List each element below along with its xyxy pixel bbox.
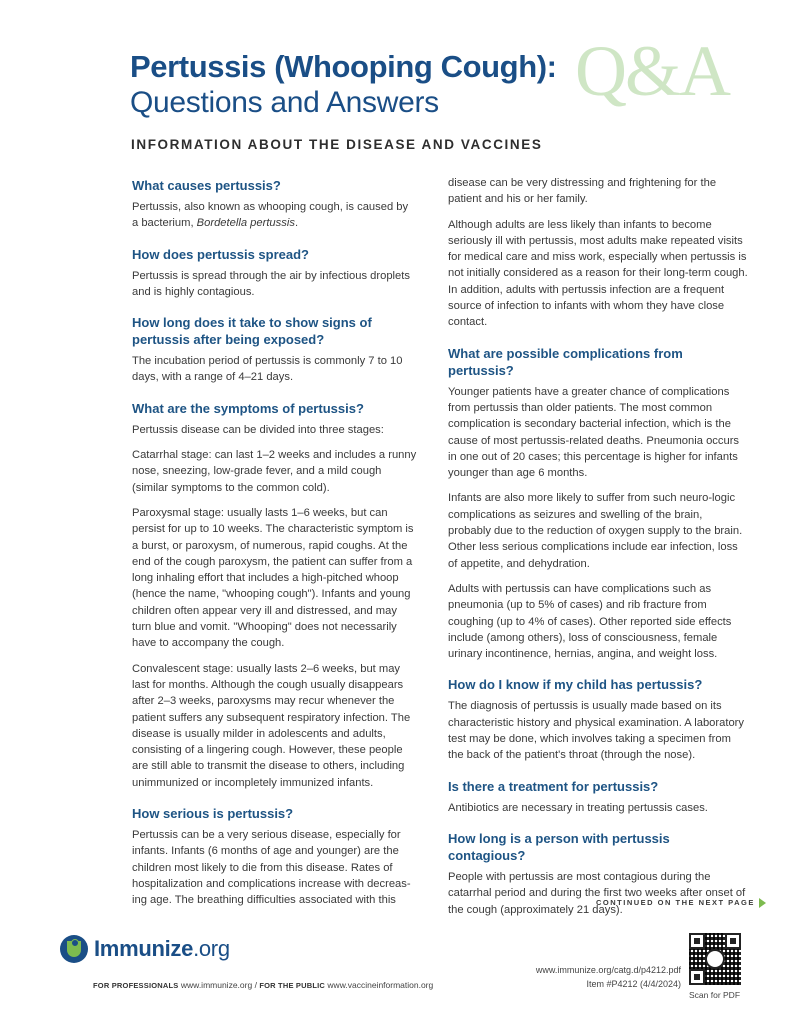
page-subtitle-title: Questions and Answers — [130, 86, 439, 119]
qa-how-serious — [132, 805, 417, 908]
qa-complications — [448, 345, 748, 663]
qa-how-spread — [132, 246, 417, 301]
bacterium-name: Bordetella pertussis — [196, 217, 295, 230]
question-heading: How do I know if my child has pertussis? — [448, 677, 703, 693]
continued-label: CONTINUED ON THE NEXT PAGE — [596, 898, 755, 907]
answer-text: Although adults are less likely than infants to become seriously ill with pertussis, most adults make repeated visits for medical care and miss work, especially when pertussis is not initially considered as a reason for their long-term cough. In addition, adults with pertussis infection are a frequent source of infection to infants with whom they have close contact. — [448, 218, 748, 329]
logo-name: Immunize — [94, 936, 194, 961]
item-number: Item #P4212 (4/4/2024) — [586, 979, 681, 989]
logo-suffix: .org — [193, 936, 230, 961]
question-heading: What are the symptoms of pertussis? — [132, 400, 364, 416]
qr-code-icon[interactable] — [689, 933, 741, 985]
convalescent-stage-text: Convalescent stage: usually lasts 2–6 weeks, but may last for months. Although the cough usually disappears after 2–3 weeks, paroxysms may recur whenever the patient suffers any subsequent respiratory infection. The disease is usually milder in adolescents and adults, consisting of a lingering cough. However, these people are still able to transmit the disease to others, including unimmunized or incompletely immunized infants. — [132, 662, 411, 789]
right-column — [448, 175, 748, 932]
question-heading: Is there a treatment for pertussis? — [448, 778, 659, 794]
qa-treatment — [448, 778, 748, 816]
separator: / — [254, 980, 257, 990]
qa-diagnosis — [448, 676, 748, 763]
pdf-link[interactable]: www.immunize.org/catg.d/p4212.pdf — [535, 965, 681, 975]
qr-label: Scan for PDF — [689, 990, 741, 1000]
answer-text: The incubation period of pertussis is commonly 7 to 10 days, with a range of 4–21 days. — [132, 355, 403, 384]
answer-text: Pertussis disease can be divided into three stages: — [132, 423, 384, 436]
qa-symptoms — [132, 400, 417, 791]
answer-text: People with pertussis are most contagious during the catarrhal period and during the first two weeks after onset of the cough (approximately 21 days). — [448, 870, 746, 916]
qa-what-causes — [132, 177, 417, 232]
public-link[interactable]: www.vaccineinformation.org — [327, 980, 434, 990]
section-subtitle: INFORMATION ABOUT THE DISEASE AND VACCINES — [131, 137, 543, 152]
qa-incubation — [132, 314, 417, 386]
qa-watermark: Q&A — [575, 31, 729, 111]
question-heading: How long does it take to show signs of pertussis after being exposed? — [132, 315, 372, 348]
catarrhal-stage-text: Catarrhal stage: can last 1–2 weeks and includes a runny nose, sneezing, low-grade fever, and a mild cough (similar symptoms to the common cold). — [132, 449, 417, 494]
continued-notice — [596, 898, 766, 908]
immunize-logo[interactable] — [60, 935, 230, 963]
question-heading: What causes pertussis? — [132, 178, 281, 193]
answer-text: Younger patients have a greater chance of complications from pertussis than older patients. The most common complication is secondary bacterial infection, which is the cause of most pertussis-related deaths. Pneumonia occurs in one out of 20 cases; this percentage is higher for infants younger than age 6 months. — [448, 385, 740, 480]
question-heading: How serious is pertussis? — [132, 806, 294, 822]
answer-text: Antibiotics are necessary in treating pertussis cases. — [448, 801, 708, 814]
answer-text: disease can be very distressing and frightening for the patient and his or her family. — [448, 177, 717, 206]
answer-text-part: Pertussis, also known as whooping cough, is caused by a bacterium, — [132, 201, 409, 230]
immunize-logo-icon — [60, 935, 88, 963]
question-heading: How does pertussis spread? — [132, 246, 309, 262]
footer-links — [93, 980, 433, 990]
professionals-link[interactable]: www.immunize.org — [180, 980, 253, 990]
qa-serious-continued — [448, 175, 748, 331]
answer-text: Pertussis can be a very serious disease, especially for infants. Infants (6 months of age and younger) are the children most likely to die from this disease. Rates of hospitalization and complications increase with decreas-ing age. The breathing difficulties associated with this — [132, 829, 411, 907]
footer-item-info — [536, 963, 681, 991]
arrow-right-icon — [759, 898, 766, 908]
answer-text: Pertussis is spread through the air by infectious droplets and is highly contagious. — [132, 269, 410, 298]
paroxysmal-stage-text: Paroxysmal stage: usually lasts 1–6 weeks, but can persist for up to 10 weeks. The characteristic symptom is a burst, or paroxysm, of numerous, rapid coughs. At the end of the cough paroxysm, the patient can suffer from a long inhaling effort that includes a high-pitched whoop (hence the name, "whooping cough"). Infants and young children often appear very ill and distressed, and may turn blue and vomit. "Whooping" does not necessarily have to accompany the cough. — [132, 506, 414, 650]
answer-text: Adults with pertussis can have complications such as pneumonia (up to 5% of cases) and rib fracture from coughing (up to 4% of cases). Other reported side effects include (among others), loss of consciousness, female urinary incontinence, hernias, angina, and weight loss. — [448, 582, 732, 661]
answer-text — [132, 199, 417, 232]
public-label: FOR THE PUBLIC — [259, 981, 326, 990]
answer-text: The diagnosis of pertussis is usually made based on its characteristic history and physical examination. A laboratory test may be done, which involves taking a specimen from the back of the patient's throat (through the nose). — [448, 700, 744, 762]
professionals-label: FOR PROFESSIONALS — [93, 981, 179, 990]
answer-text-part: . — [294, 217, 299, 230]
logo-wordmark — [94, 936, 230, 962]
left-column — [132, 177, 417, 923]
page-title: Pertussis (Whooping Cough): — [130, 49, 557, 84]
question-heading: How long is a person with pertussis contagious? — [448, 830, 670, 863]
answer-text: Infants are also more likely to suffer from such neuro-logic complications as seizures and swelling of the brain, probably due to the reduction of oxygen supply to the brain. Other less serious complications include ear infection, loss of appetite, and dehydration. — [448, 492, 743, 570]
question-heading: What are possible complications from pertussis? — [448, 345, 683, 378]
